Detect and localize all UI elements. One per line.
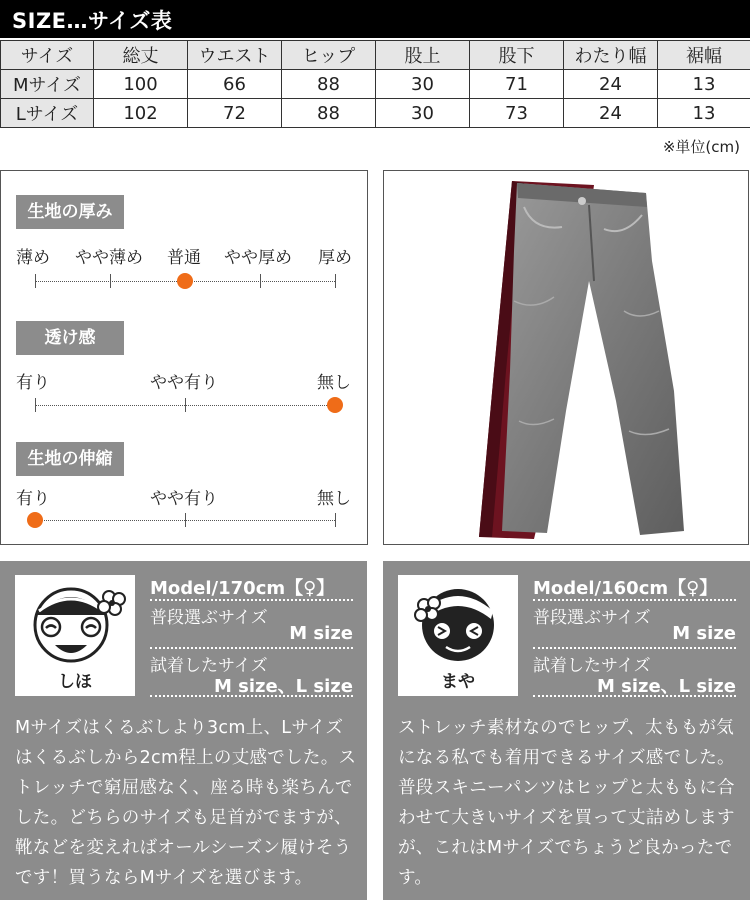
stretch-level-label: 無し bbox=[317, 489, 351, 509]
scale-tick bbox=[110, 274, 111, 288]
table-cell: 71 bbox=[470, 70, 564, 99]
unit-note: ※単位(cm) bbox=[662, 138, 740, 156]
table-cell: 24 bbox=[564, 99, 658, 128]
column-header: 股上 bbox=[376, 41, 470, 70]
column-header: 裾幅 bbox=[658, 41, 750, 70]
column-header: 股下 bbox=[470, 41, 564, 70]
table-cell: 88 bbox=[282, 99, 376, 128]
fabric-properties-panel bbox=[0, 170, 368, 545]
model-name: まや bbox=[441, 672, 475, 692]
scale-tick bbox=[185, 513, 186, 527]
table-cell: 88 bbox=[282, 70, 376, 99]
size-chart-header bbox=[0, 0, 750, 38]
thickness-level-label: 厚め bbox=[318, 248, 352, 268]
divider bbox=[533, 695, 736, 697]
model-face-icon bbox=[398, 575, 518, 667]
divider bbox=[150, 647, 353, 649]
avatar bbox=[398, 575, 518, 696]
divider bbox=[150, 599, 353, 601]
table-cell: 13 bbox=[658, 70, 750, 99]
table-header-row bbox=[1, 41, 750, 70]
model-comment: ストレッチ素材なのでヒップ、太ももが気になる私でも着用できるサイズ感でした。普段スキニーパンツはヒップと太ももに合わせて大きいサイズを買って丈詰めしますが、これはMサイズでちょうど良かったです。 bbox=[398, 718, 735, 888]
thickness-level-label: 普通 bbox=[167, 248, 201, 268]
tried-size-value: M size、L size bbox=[213, 676, 353, 697]
table-cell: 30 bbox=[376, 99, 470, 128]
model-title: Model/160cm【♀】 bbox=[533, 578, 718, 599]
thickness-level-label: 薄め bbox=[16, 248, 50, 268]
model-name: しほ bbox=[58, 672, 92, 692]
thickness-level-label: やや薄め bbox=[75, 248, 143, 268]
sheerness-level-label: 有り bbox=[16, 373, 50, 393]
jeans-photo bbox=[384, 171, 749, 545]
scale-tick bbox=[260, 274, 261, 288]
model-title: Model/170cm【♀】 bbox=[150, 578, 335, 599]
thickness-level-label: やや厚め bbox=[224, 248, 292, 268]
column-header: ウエスト bbox=[188, 41, 282, 70]
stretch-level-label: 有り bbox=[16, 489, 50, 509]
size-table bbox=[0, 40, 750, 128]
scale-tick bbox=[335, 513, 336, 527]
sheerness-marker bbox=[327, 397, 343, 413]
column-header: サイズ bbox=[1, 41, 94, 70]
flower-icon bbox=[98, 591, 125, 615]
model-review-maya bbox=[383, 561, 750, 900]
table-cell: 30 bbox=[376, 70, 470, 99]
tried-size-label: 試着したサイズ bbox=[533, 656, 651, 676]
divider bbox=[533, 647, 736, 649]
table-cell: 73 bbox=[470, 99, 564, 128]
table-cell: 100 bbox=[94, 70, 188, 99]
usual-size-label: 普段選ぶサイズ bbox=[533, 608, 651, 628]
model-comment: Mサイズはくるぶしより3cm上、Lサイズはくるぶしから2cm程上の丈感でした。ストレッチで窮屈感なく、座る時も楽ちんでした。どちらのサイズも足首がでますが、靴などを変えればオールシーズン履けそうです！買うならMサイズを選びます。 bbox=[15, 718, 357, 888]
stretch-level-label: やや有り bbox=[150, 489, 218, 509]
model-review-shiho bbox=[0, 561, 367, 900]
tried-size-value: M size、L size bbox=[596, 676, 736, 697]
scale-tick bbox=[335, 274, 336, 288]
flower-icon bbox=[415, 597, 440, 621]
column-header: 総丈 bbox=[94, 41, 188, 70]
table-row bbox=[1, 99, 750, 128]
sheerness-label: 透け感 bbox=[16, 321, 124, 355]
model-face-icon bbox=[15, 575, 135, 667]
divider bbox=[533, 599, 736, 601]
avatar bbox=[15, 575, 135, 696]
column-header: ヒップ bbox=[282, 41, 376, 70]
scale-tick bbox=[35, 398, 36, 412]
tried-size-label: 試着したサイズ bbox=[150, 656, 268, 676]
sheerness-level-label: やや有り bbox=[150, 373, 218, 393]
product-photo bbox=[383, 170, 749, 545]
table-cell: 72 bbox=[188, 99, 282, 128]
scale-tick bbox=[185, 398, 186, 412]
stretch-label: 生地の伸縮 bbox=[16, 442, 124, 476]
usual-size-label: 普段選ぶサイズ bbox=[150, 608, 268, 628]
table-cell: 13 bbox=[658, 99, 750, 128]
usual-size-value: M size bbox=[289, 623, 353, 644]
usual-size-value: M size bbox=[672, 623, 736, 644]
table-cell: Lサイズ bbox=[1, 99, 94, 128]
table-cell: Mサイズ bbox=[1, 70, 94, 99]
thickness-label: 生地の厚み bbox=[16, 195, 124, 229]
table-cell: 102 bbox=[94, 99, 188, 128]
table-row bbox=[1, 70, 750, 99]
stretch-marker bbox=[27, 512, 43, 528]
column-header: わたり幅 bbox=[564, 41, 658, 70]
page-title: SIZE…サイズ表 bbox=[12, 9, 173, 33]
divider bbox=[150, 695, 353, 697]
table-cell: 24 bbox=[564, 70, 658, 99]
thickness-marker bbox=[177, 273, 193, 289]
scale-tick bbox=[35, 274, 36, 288]
sheerness-level-label: 無し bbox=[317, 373, 351, 393]
table-cell: 66 bbox=[188, 70, 282, 99]
